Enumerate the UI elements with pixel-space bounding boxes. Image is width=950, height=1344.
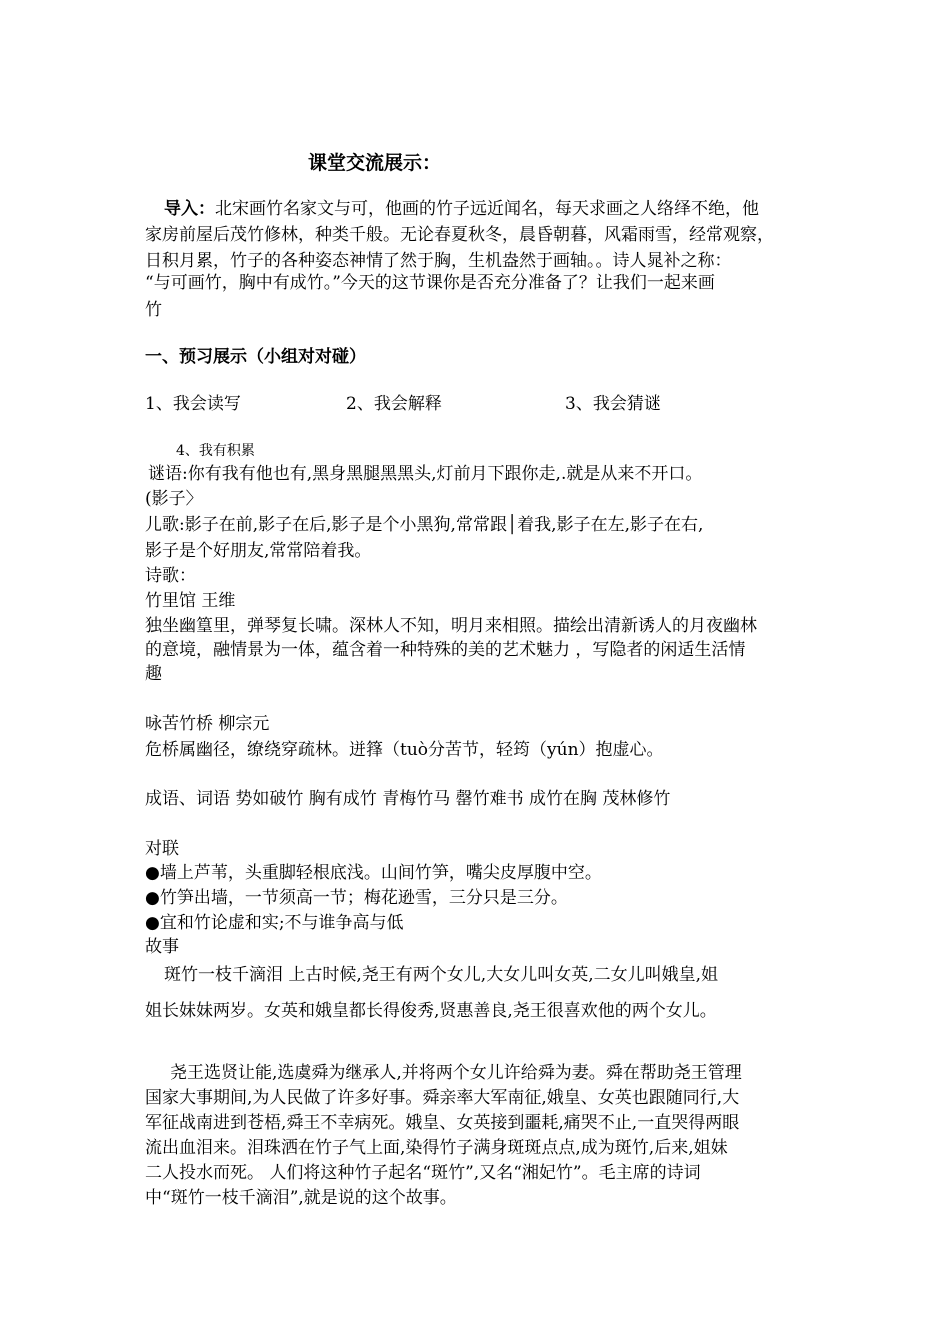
story-para2-line-6: 中“斑竹一枝千滴泪”,就是说的这个故事。: [145, 1188, 457, 1208]
story-para1-line-2: 姐长妹妹两岁。女英和娥皇都长得俊秀,贤惠善良,尧王很喜欢他的两个女儿。: [145, 1001, 717, 1021]
story-para1-line-1: 斑竹一枝千滴泪 上古时候,尧王有两个女儿,大女儿叫女英,二女儿叫娥皇,姐: [164, 965, 719, 985]
preview-item-3: 3、我会猜谜: [565, 394, 661, 414]
intro-line-3: 日积月累，竹子的各种姿态神情了然于胸，生机盎然于画轴。。诗人晁补之称：: [145, 251, 732, 271]
page-title: 课堂交流展示：: [308, 152, 442, 174]
idioms-line: 成语、词语 势如破竹 胸有成竹 青梅竹马 罄竹难书 成竹在胸 茂林修竹: [145, 789, 671, 809]
preview-item-1: 1、我会读写: [145, 394, 241, 414]
riddle-line-2: (影子〉: [145, 489, 203, 509]
intro-line-5: 竹: [145, 300, 162, 320]
poem1-line-3: 趣: [145, 664, 162, 684]
intro-line-2: 家房前屋后茂竹修林，种类千般。无论春夏秋冬，晨昏朝暮，风霜雨雪，经常观察，: [145, 225, 774, 245]
couplet-item-2: ●竹笋出墙，一节须高一节；梅花逊雪，三分只是三分。: [145, 888, 568, 908]
poem2-title: 咏苦竹桥 柳宗元: [145, 714, 270, 734]
poem1-line-1: 独坐幽篁里，弹琴复长啸。深林人不知，明月来相照。描绘出清新诱人的月夜幽林: [145, 616, 757, 636]
poem1-line-2: 的意境，融情景为一体，蕴含着一种特殊的美的艺术魅力 ，写隐者的闲适生活情: [145, 640, 746, 660]
couplet-item-1: ●墙上芦苇，头重脚轻根底浅。山间竹笋，嘴尖皮厚腹中空。: [145, 863, 602, 883]
couplets-label: 对联: [145, 839, 179, 859]
intro-line-1: 导入：北宋画竹名家文与可，他画的竹子远近闻名，每天求画之人络绎不绝，他: [164, 199, 759, 219]
poetry-label: 诗歌：: [145, 566, 196, 586]
section-heading: 一、预习展示（小组对对碰）: [145, 347, 366, 367]
preview-item-2: 2、我会解释: [346, 394, 442, 414]
preview-item-4: 4、我有积累: [176, 443, 255, 459]
story-para2-line-3: 军征战南进到苍梧,舜王不幸病死。娥皇、女英接到噩耗,痛哭不止,一直哭得两眼: [145, 1113, 740, 1133]
story-para2-line-2: 国家大事期间,为人民做了许多好事。舜亲率大军南征,娥皇、女英也跟随同行,大: [145, 1088, 740, 1108]
poem1-title: 竹里馆 王维: [145, 591, 236, 611]
song-line-2: 影子是个好朋友,常常陪着我。: [145, 541, 372, 561]
story-para2-line-1: 尧王选贤让能,选虞舜为继承人,并将两个女儿许给舜为妻。舜在帮助尧王管理: [170, 1063, 742, 1083]
story-para2-line-4: 流出血泪来。泪珠洒在竹子气上面,染得竹子满身斑斑点点,成为斑竹,后来,姐妹: [145, 1138, 728, 1158]
intro-label: 导入：: [164, 199, 215, 219]
story-para2-line-5: 二人投水而死。 人们将这种竹子起名“斑竹”,又名“湘妃竹”。毛主席的诗词: [145, 1163, 701, 1183]
poem2-line: 危桥属幽径，缭绕穿疏林。迸箨（tuò分苦节，轻筠（yún）抱虚心。: [145, 740, 664, 760]
riddle-line-1: 谜语:你有我有他也有,黑身黑腿黑黑头,灯前月下跟你走,.就是从来不开口。: [148, 464, 703, 484]
story-label: 故事: [145, 937, 179, 957]
song-line-1: 儿歌:影子在前,影子在后,影子是个小黑狗,常常跟│着我,影子在左,影子在右,: [145, 515, 704, 535]
intro-line-4: “与可画竹，胸中有成竹。”今天的这节课你是否充分准备了？让我们一起来画: [145, 273, 715, 293]
couplet-item-3: ●宜和竹论虚和实;不与谁争高与低: [145, 913, 404, 933]
